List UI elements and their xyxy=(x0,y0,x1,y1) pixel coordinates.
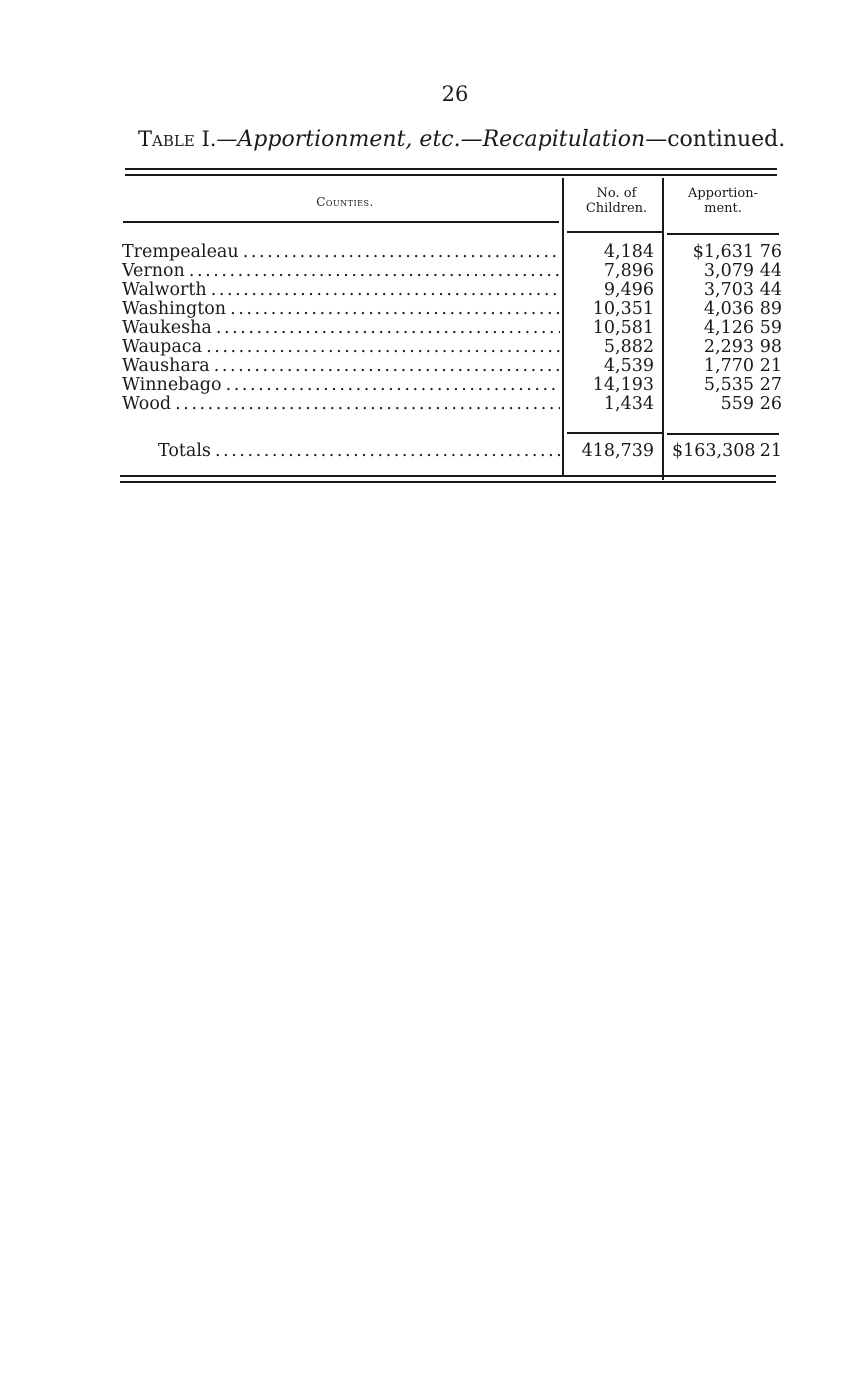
apportion-dollars: 2,293 xyxy=(703,337,754,357)
header-apportion-line2: ment. xyxy=(704,201,742,216)
table-row xyxy=(122,243,787,262)
bottom-rule-2 xyxy=(120,481,776,483)
table-body xyxy=(122,243,787,414)
apportion-cents: 44 xyxy=(759,261,782,281)
children-count: 4,184 xyxy=(603,242,654,262)
apportion-cents: 21 xyxy=(759,356,782,376)
apportion-dollars: $1,631 xyxy=(692,242,754,262)
table-row xyxy=(122,357,787,376)
apportion-dollars: 1,770 xyxy=(703,356,754,376)
top-rule-2 xyxy=(125,174,777,176)
county-name: Vernon . . . xyxy=(122,262,560,281)
county-name: Walworth . . . xyxy=(122,281,560,300)
apportion-cents: 26 xyxy=(759,394,782,414)
children-count: 10,581 xyxy=(592,318,654,338)
county-name: Waupaca . . . xyxy=(122,338,560,357)
children-count: 10,351 xyxy=(592,299,654,319)
children-count: 9,496 xyxy=(603,280,654,300)
header-children-line1: No. of xyxy=(596,186,637,201)
apportion-cents: 76 xyxy=(759,242,782,262)
children-count: 7,896 xyxy=(603,261,654,281)
bottom-rule-1 xyxy=(120,475,776,477)
header-children-line2: Children. xyxy=(585,201,648,216)
apportion-cents: 27 xyxy=(759,375,782,395)
children-count: 1,434 xyxy=(603,394,654,414)
county-name: Waukesha . . . xyxy=(122,319,560,338)
totals-cents: 21 xyxy=(759,441,782,461)
county-name: Winnebago . . . xyxy=(122,376,560,395)
totals-row xyxy=(122,433,787,469)
header-rule-children xyxy=(567,231,662,233)
header-rule-counties xyxy=(123,221,559,223)
county-name: Waushara . . . xyxy=(122,357,560,376)
apportion-cents: 44 xyxy=(759,280,782,300)
table-row xyxy=(122,281,787,300)
page-number: 26 xyxy=(441,82,469,106)
top-rule-1 xyxy=(125,168,777,170)
apportion-cents: 89 xyxy=(759,299,782,319)
header-apportionment xyxy=(668,186,778,216)
county-name: Trempealeau . . . xyxy=(122,243,560,262)
apportion-dollars: 4,126 xyxy=(703,318,754,338)
apportion-dollars: 3,703 xyxy=(703,280,754,300)
apportion-dollars: 4,036 xyxy=(703,299,754,319)
title-italic-2: etc.—Recapitulation xyxy=(419,127,646,152)
table-row xyxy=(122,376,787,395)
apportion-cents: 98 xyxy=(759,337,782,357)
table-row xyxy=(122,262,787,281)
apportion-dollars: 559 xyxy=(720,394,754,414)
totals-label: Totals . . . xyxy=(158,433,560,469)
apportion-dollars: 3,079 xyxy=(703,261,754,281)
table-row xyxy=(122,319,787,338)
table-row xyxy=(122,300,787,319)
children-count: 14,193 xyxy=(592,375,654,395)
header-apportion-line1: Apportion- xyxy=(687,186,759,201)
title-suffix: —continued. xyxy=(645,127,786,152)
children-count: 4,539 xyxy=(603,356,654,376)
children-count: 5,882 xyxy=(603,337,654,357)
county-name: Wood . . . xyxy=(122,395,560,414)
header-children xyxy=(568,186,665,216)
apportion-dollars: 5,535 xyxy=(703,375,754,395)
header-rule-apportion xyxy=(667,233,779,235)
county-name: Washington . . . xyxy=(122,300,560,319)
totals-children: 418,739 xyxy=(581,441,654,461)
apportion-cents: 59 xyxy=(759,318,782,338)
header-counties: Counties. xyxy=(316,195,374,209)
title-prefix: Table I.— xyxy=(138,127,238,151)
title-italic-1: Apportionment, xyxy=(237,127,413,152)
totals-dollars: $163,308 xyxy=(672,441,756,461)
table-row-totals xyxy=(122,433,787,469)
table-row xyxy=(122,338,787,357)
table-row xyxy=(122,395,787,414)
table-title xyxy=(138,127,786,152)
